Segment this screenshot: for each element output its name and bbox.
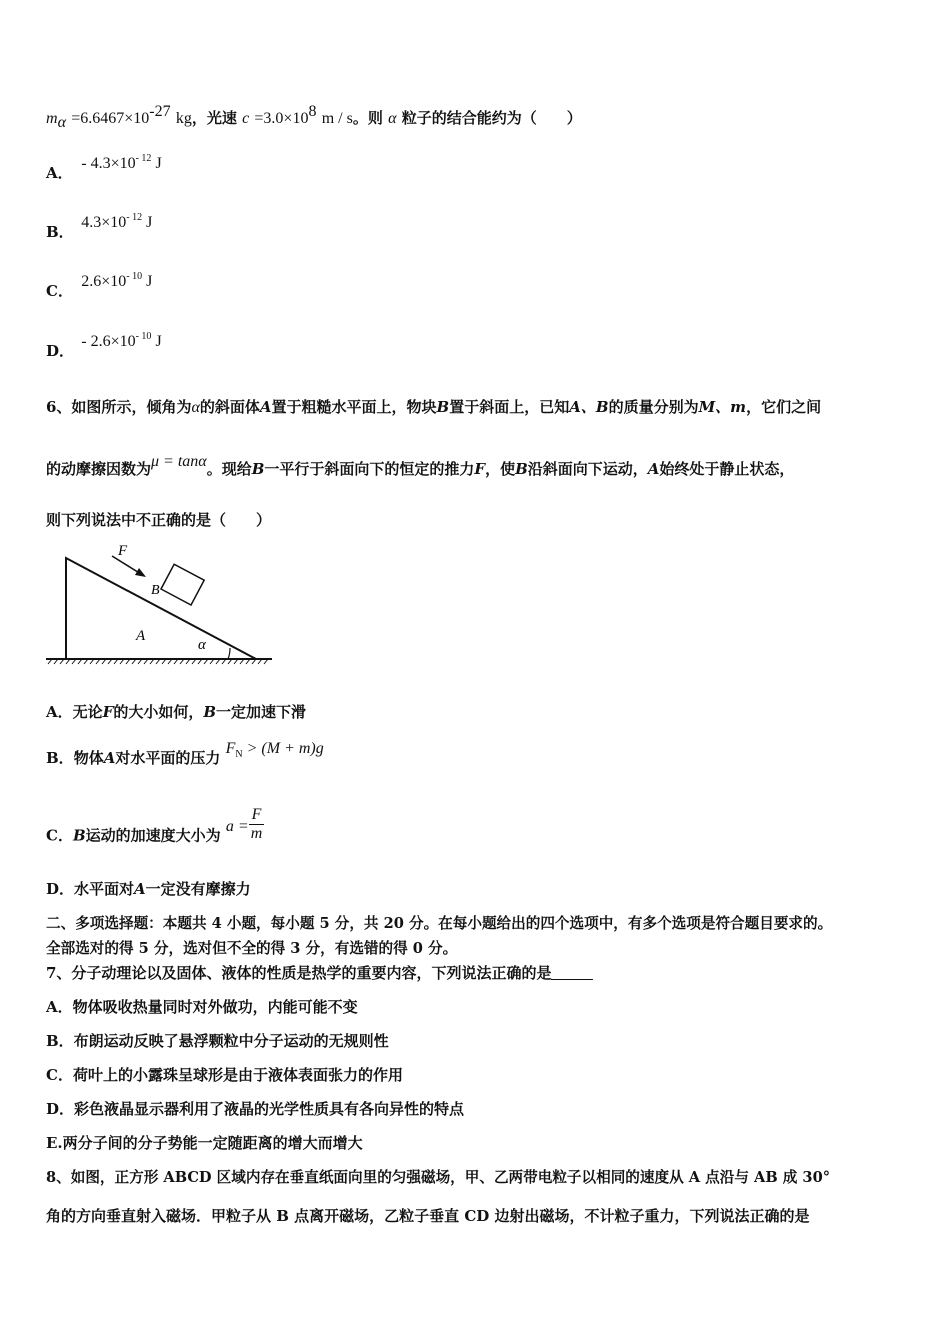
pressure-formula: $F_N > (M + m)g$ [225,740,324,761]
option-value: - $4.3\times 10^{- 12}$ J [81,153,162,172]
mass-symbol: m [46,110,58,127]
option-label: A． [46,164,73,182]
block-b [161,564,204,605]
c-symbol: c [242,110,250,127]
q6-option-c: C．B运动的加速度大小为 a = $\frac{F}{m}$ [46,806,263,845]
c-exponent: 8 [308,103,317,120]
option-value: $2.6\times 10^{- 10}$ J [81,271,153,290]
wedge-a [66,558,256,659]
mass-unit: kg [175,110,192,127]
alpha-symbol: α [191,399,200,416]
c-unit: m / s [321,110,353,127]
q6-stem-line3: 则下列说法中不正确的是（ ） [46,511,272,529]
q7-option-d: D．彩色液晶显示器利用了液晶的光学性质具有各向异性的特点 [46,1100,465,1118]
option-label: D． [46,342,75,360]
label-b: B [151,583,160,598]
sep-then: 。则 [352,109,383,127]
q7-option-a: A．物体吸收热量同时对外做功，内能可能不变 [46,998,358,1016]
mass-exponent: -27 [149,103,171,120]
section2-line2: 全部选对的得 5 分，选对但不全的得 3 分，有选错的得 0 分。 [46,940,458,957]
option-label: B． [46,223,74,241]
mu-formula: μ = tanα [151,453,207,470]
q8-stem-line2: 角的方向垂直射入磁场．甲粒子从 B 点离开磁场，乙粒子垂直 CD 边射出磁场，不计粒子重力，下列说法正确的是 [46,1207,810,1225]
alpha-symbol: α [388,110,397,127]
q6-option-b: B．物体A对水平面的压力 $F_N > (M + m)g$ [46,740,324,767]
q5-given-line [46,103,582,132]
label-alpha: α [198,637,206,653]
q7-option-b: B．布朗运动反映了悬浮颗粒中分子运动的无规则性 [46,1032,389,1050]
label-f: F [118,543,128,559]
q7-option-c: C．荷叶上的小露珠呈球形是由于液体表面张力的作用 [46,1066,403,1084]
q5-option-d [46,331,162,361]
answer-blank [551,965,593,980]
accel-fraction: $\frac{F}{m}$ [250,806,263,842]
incline-figure [40,538,280,668]
sep-light-speed: ，光速 [191,109,237,127]
option-label: C． [46,282,73,300]
force-arrow [112,556,146,577]
option-value: - $2.6\times 10^{- 10}$ J [81,331,162,350]
q6-stem-line2: 的动摩擦因数为μ = tanα。现给B一平行于斜面向下的恒定的推力F，使B沿斜面向下运动，A始终处于静止状态， [46,453,795,478]
q5-option-c [46,271,153,301]
mass-value: =6.6467×10 [71,110,150,127]
q5-option-b [46,212,153,242]
angle-arc [228,648,230,659]
q6-stem-line1: 6、如图所示，倾角为α的斜面体A置于粗糙水平面上，物块B置于斜面上，已知A、B的质量分别为M、m，它们之间 [46,398,822,416]
c-value: =3.0×10 [254,110,309,127]
label-a: A [136,628,146,644]
q7-option-e: E.两分子间的分子势能一定随距离的增大而增大 [46,1134,363,1152]
mass-subscript: α [57,114,66,131]
q6-option-d: D．水平面对A一定没有摩擦力 [46,880,251,898]
section2-line1: 二、多项选择题：本题共 4 小题，每小题 5 分，共 20 分。在每小题给出的四个选项中，有多个选项是符合题目要求的。 [46,915,833,932]
q5-option-a [46,153,162,183]
option-value: $4.3\times 10^{- 12}$ J [81,212,153,231]
q7-stem: 7、分子动理论以及固体、液体的性质是热学的重要内容，下列说法正确的是 [46,962,593,983]
q8-stem-line1: 8、如图，正方形 ABCD 区域内存在垂直纸面向里的匀强磁场，甲、乙两带电粒子以相同的速度从 A 点沿与 AB 成 30° [46,1169,831,1186]
q6-option-a: A．无论F的大小如何，B一定加速下滑 [46,703,307,721]
q5-question: 粒子的结合能约为（ ） [401,109,582,127]
accel-symbol: a = [225,817,249,835]
